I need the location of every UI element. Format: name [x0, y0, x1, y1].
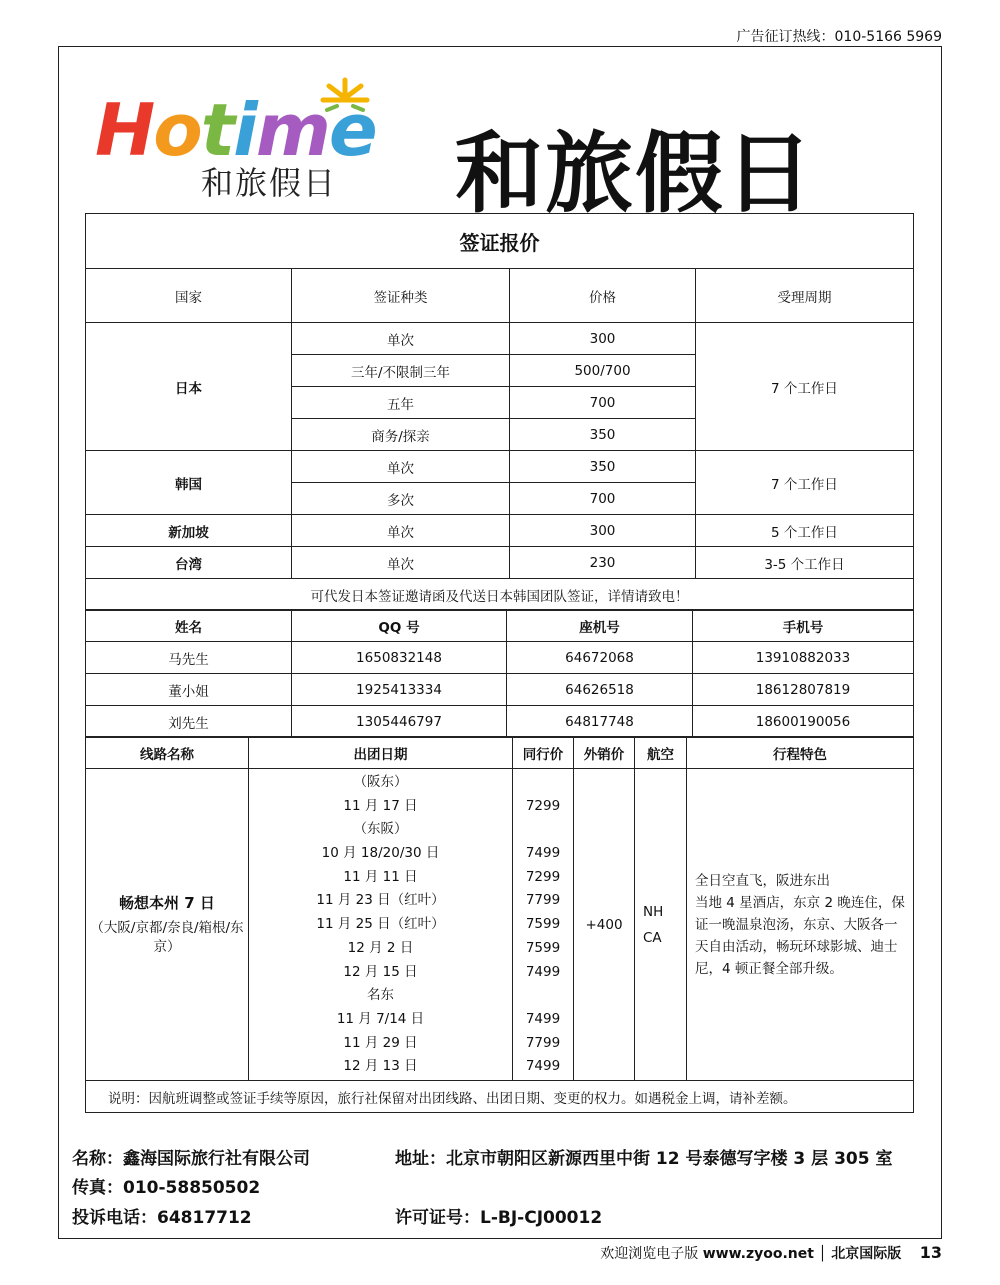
date-item: 12 月 2 日: [347, 939, 414, 956]
trade-prices: [513, 769, 574, 1081]
date-item: 11 月 23 日（红叶）: [316, 892, 445, 909]
visa-type: 单次: [292, 547, 510, 579]
contact-mobile: 18600190056: [693, 706, 914, 738]
visa-type: 单次: [292, 323, 510, 355]
page-footer: [600, 1243, 942, 1263]
country-taiwan: 台湾: [86, 547, 292, 579]
company-name: 名称：鑫海国际旅行社有限公司: [72, 1149, 310, 1169]
contact-name: 刘先生: [86, 706, 292, 738]
col-dates: 出团日期: [249, 737, 513, 769]
date-item: （东阪）: [353, 821, 408, 838]
brand-title: 和旅假日: [455, 121, 816, 225]
table-row: [86, 642, 914, 674]
company-fax: 传真：010-58850502: [72, 1178, 261, 1198]
contact-mobile: 18612807819: [693, 674, 914, 706]
contact-mobile: 13910882033: [693, 642, 914, 674]
visa-type: 商务/探亲: [292, 419, 510, 451]
feature-line: 当地 4 星酒店，东京 2 晚连住，保证一晚温泉泡汤，东京、大阪各一天自由活动，畅玩环球影城、迪士尼，4 顿正餐全部升级。: [695, 894, 905, 977]
visa-type: 多次: [292, 483, 510, 515]
price-item: [513, 984, 573, 1008]
price-item: [513, 818, 573, 842]
date-item: （阪东）: [353, 774, 408, 790]
date-item: 12 月 13 日: [343, 1058, 418, 1075]
route-cities: （大阪/京都/奈良/箱根/东京）: [90, 920, 244, 955]
col-price: 价格: [510, 269, 696, 323]
price-item: 7499: [525, 1058, 561, 1075]
price-item: 7799: [525, 1034, 561, 1051]
col-visa-type: 签证种类: [292, 269, 510, 323]
price-item: [513, 771, 573, 795]
price-item: 7599: [525, 939, 561, 956]
logo-wordmark: Hotime: [95, 88, 376, 172]
visa-price-table: [85, 213, 914, 611]
contact-qq: 1925413334: [292, 674, 507, 706]
country-korea: 韩国: [86, 451, 292, 515]
route-cell: [86, 769, 249, 1081]
visa-price: 300: [510, 515, 696, 547]
footer-divider: │: [818, 1246, 832, 1262]
feature-line: 全日空直飞，阪进东出: [695, 872, 830, 889]
date-item: 11 月 17 日: [343, 797, 418, 814]
contact-table: [85, 609, 914, 738]
airline-code: CA: [643, 929, 662, 946]
col-period: 受理周期: [696, 269, 914, 323]
footer-site-link[interactable]: www.zyoo.net: [702, 1246, 814, 1262]
license-number: 许可证号：L-BJ-CJ00012: [395, 1208, 603, 1228]
hotime-logo: [95, 80, 385, 202]
col-route: 线路名称: [86, 737, 249, 769]
footer-edition: 北京国际版: [831, 1246, 902, 1262]
logo-subtitle: 和旅假日: [201, 164, 338, 202]
complaint-phone: 投诉电话：64817712: [72, 1208, 252, 1228]
airlines: [635, 769, 687, 1081]
footer-text: 欢迎浏览电子版: [600, 1246, 699, 1262]
route-table: [85, 736, 914, 1113]
price-item: 7499: [525, 1010, 561, 1027]
visa-period: 7 个工作日: [696, 451, 914, 515]
visa-price: 700: [510, 387, 696, 419]
date-item: 名东: [367, 987, 394, 1004]
visa-type: 三年/不限制三年: [292, 355, 510, 387]
col-name: 姓名: [86, 610, 292, 642]
visa-price: 350: [510, 451, 696, 483]
route-features: [687, 769, 914, 1081]
ad-hotline: 广告征订热线：010-5166 5969: [736, 29, 942, 45]
route-note: 说明：因航班调整或签证手续等原因，旅行社保留对出团线路、出团日期、变更的权力。如遇税金上调，请补差额。: [86, 1081, 914, 1113]
price-item: 7499: [525, 963, 561, 980]
visa-period: 7 个工作日: [696, 323, 914, 451]
col-mobile: 手机号: [693, 610, 914, 642]
price-item: 7499: [525, 845, 561, 862]
date-item: 11 月 7/14 日: [336, 1010, 425, 1027]
date-item: 12 月 15 日: [343, 963, 418, 980]
country-japan: 日本: [86, 323, 292, 451]
visa-table-title: 签证报价: [86, 214, 914, 269]
contact-landline: 64626518: [507, 674, 693, 706]
country-singapore: 新加坡: [86, 515, 292, 547]
price-item: 7799: [525, 892, 561, 909]
col-country: 国家: [86, 269, 292, 323]
table-row: [86, 674, 914, 706]
contact-name: 董小姐: [86, 674, 292, 706]
col-features: 行程特色: [687, 737, 914, 769]
col-trade-price: 同行价: [513, 737, 574, 769]
contact-qq: 1650832148: [292, 642, 507, 674]
col-qq: QQ 号: [292, 610, 507, 642]
visa-price: 230: [510, 547, 696, 579]
visa-price: 350: [510, 419, 696, 451]
col-airline: 航空: [635, 737, 687, 769]
visa-period: 5 个工作日: [696, 515, 914, 547]
date-item: 11 月 25 日（红叶）: [316, 916, 445, 933]
col-landline: 座机号: [507, 610, 693, 642]
col-retail-price: 外销价: [574, 737, 635, 769]
visa-type: 单次: [292, 451, 510, 483]
visa-price: 500/700: [510, 355, 696, 387]
price-item: 7299: [525, 797, 561, 814]
table-row: [86, 706, 914, 738]
visa-price: 300: [510, 323, 696, 355]
contact-landline: 64817748: [507, 706, 693, 738]
price-item: 7599: [525, 916, 561, 933]
date-item: 11 月 29 日: [343, 1034, 418, 1051]
visa-type: 五年: [292, 387, 510, 419]
page-number: 13: [919, 1243, 942, 1262]
route-name: 畅想本州 7 日: [119, 894, 215, 912]
price-item: 7299: [525, 868, 561, 885]
contact-name: 马先生: [86, 642, 292, 674]
company-address: 地址：北京市朝阳区新源西里中街 12 号泰德写字楼 3 层 305 室: [395, 1149, 893, 1169]
visa-note: 可代发日本签证邀请函及代送日本韩国团队签证，详情请致电！: [86, 579, 914, 611]
visa-type: 单次: [292, 515, 510, 547]
visa-period: 3-5 个工作日: [696, 547, 914, 579]
visa-price: 700: [510, 483, 696, 515]
contact-qq: 1305446797: [292, 706, 507, 738]
date-item: 10 月 18/20/30 日: [321, 845, 440, 862]
departure-dates: [249, 769, 513, 1081]
retail-price: +400: [574, 769, 635, 1081]
date-item: 11 月 11 日: [343, 868, 418, 885]
contact-landline: 64672068: [507, 642, 693, 674]
airline-code: NH: [643, 903, 664, 920]
